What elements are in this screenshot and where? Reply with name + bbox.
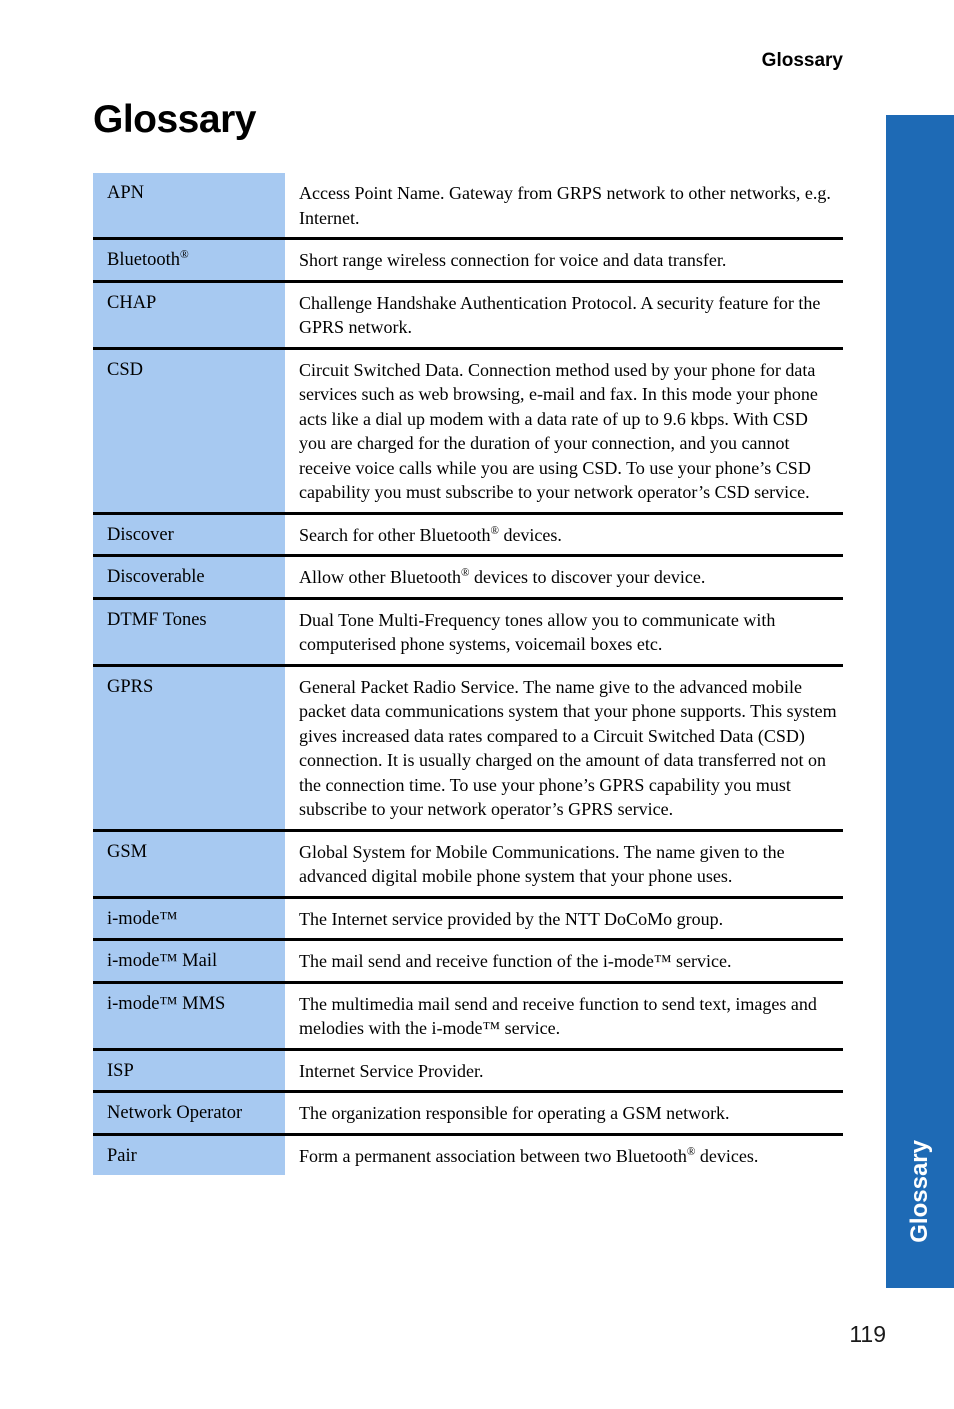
glossary-term: ISP	[93, 1051, 285, 1091]
glossary-definition: The organization responsible for operating a GSM network.	[299, 1103, 730, 1123]
glossary-row	[93, 832, 843, 899]
glossary-table	[93, 173, 843, 1175]
glossary-definition: Circuit Switched Data. Connection method used by your phone for data services such as web browsing, e-mail and fax. In this mode your phone acts like a dial up modem with a data rate of up to 9.6 kbps. With CSD you are charged for the duration of your connection, and you cannot receive voice calls while you are using CSD. To use your phone’s CSD capability you must subscribe to your network operator’s CSD service.	[299, 359, 818, 502]
glossary-row	[93, 515, 843, 558]
glossary-definition: The multimedia mail send and receive function to send text, images and melodies with the i-mode™ service.	[299, 993, 817, 1038]
glossary-row	[93, 350, 843, 515]
glossary-term: i-mode™ Mail	[93, 941, 285, 981]
glossary-row	[93, 941, 843, 984]
glossary-definition: General Packet Radio Service. The name give to the advanced mobile packet data communications system that your phone supports. This system gives increased data rates compared to a Circuit Switched Data (CSD) connection. It is usually charged on the amount of data transferred not on the connection time. To use your phone’s GPRS capability you must subscribe to your network operator’s GPRS service.	[299, 676, 837, 819]
sidebar-tab-label: Glossary	[906, 1140, 933, 1243]
glossary-term: CHAP	[93, 283, 285, 347]
glossary-row	[93, 1051, 843, 1094]
glossary-term: Discover	[93, 515, 285, 555]
glossary-term: CSD	[93, 350, 285, 512]
glossary-row	[93, 1093, 843, 1136]
section-sidebar-tab	[886, 115, 954, 1288]
glossary-row	[93, 984, 843, 1051]
glossary-term: i-mode™ MMS	[93, 984, 285, 1048]
glossary-definition: The Internet service provided by the NTT DoCoMo group.	[299, 908, 724, 929]
glossary-row	[93, 240, 843, 283]
glossary-term: GSM	[93, 832, 285, 896]
glossary-term: DTMF Tones	[93, 600, 285, 664]
running-header: Glossary	[761, 50, 843, 71]
glossary-definition: Challenge Handshake Authentication Protocol. A security feature for the GPRS network.	[299, 292, 821, 337]
glossary-term: Network Operator	[93, 1093, 285, 1133]
glossary-term: i-mode™	[93, 899, 285, 939]
glossary-row	[93, 667, 843, 832]
page-title: Glossary	[93, 98, 256, 141]
glossary-row	[93, 600, 843, 667]
glossary-term: GPRS	[93, 667, 285, 829]
glossary-row	[93, 173, 843, 240]
glossary-term: APN	[93, 173, 285, 237]
glossary-term: Bluetooth®	[93, 240, 285, 280]
glossary-definition: Global System for Mobile Communications. The name given to the advanced digital mobile phone system that your phone uses.	[299, 841, 785, 886]
glossary-row	[93, 899, 843, 942]
glossary-definition: Access Point Name. Gateway from GRPS network to other networks, e.g. Internet.	[299, 183, 831, 228]
glossary-definition: Allow other Bluetooth® devices to discover your device.	[299, 567, 706, 587]
glossary-term: Pair	[93, 1136, 285, 1176]
glossary-definition: Dual Tone Multi-Frequency tones allow you to communicate with computerised phone systems, voicemail boxes etc.	[299, 609, 776, 654]
glossary-row	[93, 557, 843, 600]
glossary-definition: Form a permanent association between two Bluetooth® devices.	[299, 1145, 759, 1166]
glossary-definition: Internet Service Provider.	[299, 1060, 484, 1081]
glossary-definition: Search for other Bluetooth® devices.	[299, 524, 562, 545]
glossary-definition: The mail send and receive function of the i-mode™ service.	[299, 951, 732, 971]
glossary-definition: Short range wireless connection for voice and data transfer.	[299, 250, 727, 270]
page-number: 119	[849, 1321, 886, 1347]
glossary-row	[93, 1136, 843, 1176]
glossary-term: Discoverable	[93, 557, 285, 597]
glossary-row	[93, 283, 843, 350]
